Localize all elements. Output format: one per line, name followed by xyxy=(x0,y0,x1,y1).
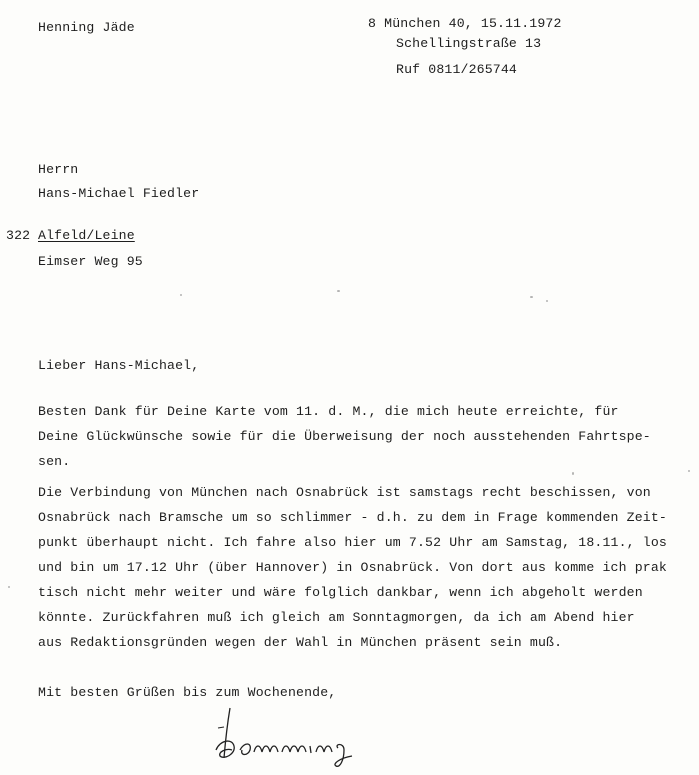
scan-speck xyxy=(546,300,548,302)
sender-name: Henning Jäde xyxy=(38,20,135,35)
scan-speck xyxy=(337,290,340,292)
place-date: 8 München 40, 15.11.1972 xyxy=(368,16,562,31)
scan-speck xyxy=(180,294,182,296)
recipient-street: Eimser Weg 95 xyxy=(38,254,143,269)
scan-speck xyxy=(8,586,10,588)
paragraph2-line: tisch nicht mehr weiter und wäre folglich dankbar, wenn ich abgeholt werden xyxy=(38,585,643,600)
recipient-salutation: Herrn xyxy=(38,162,79,177)
scan-speck xyxy=(530,296,533,298)
paragraph1-line: Besten Dank für Deine Karte vom 11. d. M., die mich heute erreichte, für xyxy=(38,404,619,419)
paragraph1-line: Deine Glückwünsche sowie für die Überweisung der noch ausstehenden Fahrtspe- xyxy=(38,429,651,444)
paragraph2-line: Die Verbindung von München nach Osnabrück ist samstags recht beschissen, von xyxy=(38,485,651,500)
scan-speck xyxy=(572,472,574,475)
paragraph2-line: aus Redaktionsgründen wegen der Wahl in München präsent sein muß. xyxy=(38,635,563,650)
scan-speck xyxy=(688,470,690,472)
recipient-city: Alfeld/Leine xyxy=(38,228,135,243)
paragraph2-line: und bin um 17.12 Uhr (über Hannover) in Osnabrück. Von dort aus komme ich prak xyxy=(38,560,667,575)
closing: Mit besten Grüßen bis zum Wochenende, xyxy=(38,685,337,700)
sender-street: Schellingstraße 13 xyxy=(396,36,542,51)
recipient-name: Hans-Michael Fiedler xyxy=(38,186,200,201)
paragraph2-line: punkt überhaupt nicht. Ich fahre also hier um 7.52 Uhr am Samstag, 18.11., los xyxy=(38,535,667,550)
sender-phone: Ruf 0811/265744 xyxy=(396,62,517,77)
paragraph1-line: sen. xyxy=(38,454,71,469)
paragraph2-line: könnte. Zurückfahren muß ich gleich am Sonntagmorgen, da ich am Abend hier xyxy=(38,610,635,625)
paragraph2-line: Osnabrück nach Bramsche um so schlimmer - d.h. zu dem in Frage kommenden Zeit- xyxy=(38,510,667,525)
greeting: Lieber Hans-Michael, xyxy=(38,358,200,373)
handwritten-signature xyxy=(210,700,380,772)
recipient-postal-code: 322 xyxy=(6,228,31,243)
